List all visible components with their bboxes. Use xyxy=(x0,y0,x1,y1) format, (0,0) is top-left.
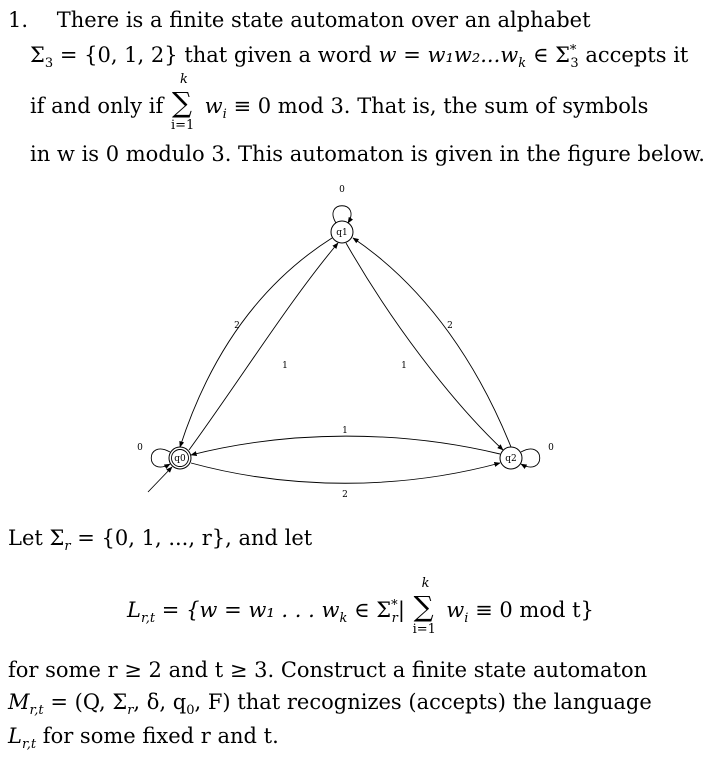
sigma-r: Σ xyxy=(49,526,65,550)
edge-q0-to-q1 xyxy=(189,243,338,450)
line3-rest: for some fixed r and t. xyxy=(42,724,279,748)
let-text: Let xyxy=(8,526,43,550)
state-q0-label: q0 xyxy=(174,454,186,464)
congruence-1: ≡ 0 mod 3. xyxy=(233,94,351,118)
task-line-2 xyxy=(8,692,652,717)
edge-q1-to-q2 xyxy=(346,243,503,450)
edge-q2-q0-label: 1 xyxy=(342,426,348,436)
that-is-text: That is, the sum of symbols xyxy=(357,94,649,118)
edge-q2-to-q0 xyxy=(191,436,500,455)
start-arrow xyxy=(148,467,172,492)
in-sigma: ∈ Σ xyxy=(532,43,570,67)
star-sup: * xyxy=(569,43,577,58)
edge-q2-to-q1 xyxy=(353,238,511,447)
sum1-bottom: i=1 xyxy=(170,118,195,133)
sigma-sum-symbol: ∑ xyxy=(171,86,192,119)
alphabet-set: {0, 1, 2} xyxy=(84,43,178,67)
edge-q2-q1-label: 2 xyxy=(447,321,453,331)
loop-q1-label: 0 xyxy=(339,185,345,195)
M-tuple-end: , F) that recognizes (accepts) the language xyxy=(194,690,652,714)
edge-q1-q0-label: 2 xyxy=(234,321,240,331)
problem-number: 1. xyxy=(8,8,29,32)
sum2-bottom: i=1 xyxy=(412,622,436,637)
sigma-sum-symbol-2: ∑ xyxy=(413,590,434,623)
loop-q0 xyxy=(151,449,170,467)
state-q1-label: q1 xyxy=(336,228,348,238)
in-sigma-r: ∈ Σ xyxy=(354,598,392,622)
line3-L: L xyxy=(8,724,22,748)
line3-L-sub: r,t xyxy=(21,737,37,752)
edge-q0-q2-label: 2 xyxy=(342,490,348,500)
sum1-term-sub: i xyxy=(222,107,227,122)
edge-q0-to-q2 xyxy=(191,463,500,483)
in-sigma-r-sub: r xyxy=(391,611,398,626)
M-tuple: = (Q, Σ xyxy=(50,690,128,714)
accepts-text: accepts it xyxy=(585,43,689,67)
congruence-2: ≡ 0 mod t} xyxy=(475,598,594,622)
q0-sub: 0 xyxy=(186,703,195,718)
task-line-3 xyxy=(8,726,279,751)
word-k-sub: k xyxy=(518,56,527,71)
M-name: M xyxy=(8,690,30,714)
word-expression: w = w₁w₂...w xyxy=(378,43,519,67)
set-open-k: k xyxy=(339,611,348,626)
iff-text: if and only if xyxy=(30,94,164,118)
sum2-term-sub: i xyxy=(464,611,469,626)
star-sup-2: * xyxy=(391,598,398,613)
sum2-term: w xyxy=(446,598,465,622)
state-q2 xyxy=(500,447,522,469)
state-q1 xyxy=(331,221,353,243)
state-q0 xyxy=(169,447,191,469)
sigma-sub: 3 xyxy=(44,56,54,71)
M-tuple-sub: r xyxy=(127,703,134,718)
language-definition xyxy=(127,576,594,637)
sigma3-sub: 3 xyxy=(570,56,579,71)
sigma-symbol: Σ xyxy=(30,43,45,67)
sum1-top: k xyxy=(179,72,188,87)
sigma-r-sub: r xyxy=(64,539,71,554)
definition-line xyxy=(8,528,312,553)
state-q2-label: q2 xyxy=(505,454,517,464)
edge-q1-to-q0 xyxy=(180,238,332,447)
M-tuple-rest: , δ, q xyxy=(133,690,187,714)
problem-line-4: in w is 0 modulo 3. This automaton is given in the figure below. xyxy=(30,142,705,166)
equals-sign: = xyxy=(59,43,85,67)
set-open: = {w = w₁ . . . w xyxy=(161,598,340,622)
problem-line2-text: that given a word xyxy=(184,43,372,67)
bar: | xyxy=(397,598,405,622)
loop-q2 xyxy=(521,449,540,467)
L-name: L xyxy=(127,598,141,622)
sum2-top: k xyxy=(421,576,430,591)
sigma-r-set: = {0, 1, ..., r}, and let xyxy=(77,526,313,550)
summation-2 xyxy=(412,576,440,637)
edge-q0-q1-label: 1 xyxy=(282,361,288,371)
loop-q1 xyxy=(333,206,351,223)
sum1-term: w xyxy=(204,94,223,118)
loop-q2-label: 0 xyxy=(548,443,554,453)
edge-q1-q2-label: 1 xyxy=(401,361,407,371)
task-line-1: for some r ≥ 2 and t ≥ 3. Construct a finite state automaton xyxy=(8,658,648,682)
problem-line1-text: There is a finite state automaton over an alphabet xyxy=(56,8,591,32)
L-sub: r,t xyxy=(140,611,156,626)
M-sub: r,t xyxy=(29,703,44,718)
loop-q0-label: 0 xyxy=(137,443,143,453)
